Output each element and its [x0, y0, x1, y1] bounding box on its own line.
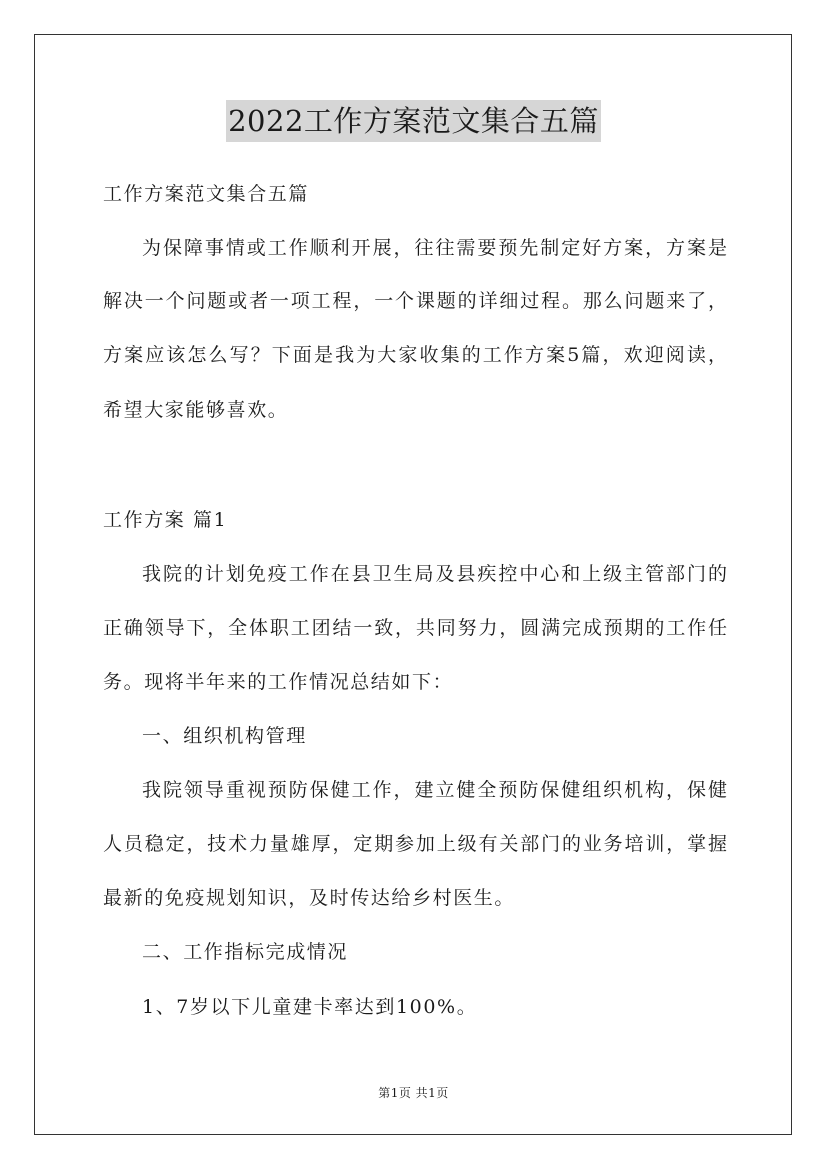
intro-line: 方案应该怎么写？下面是我为大家收集的工作方案5篇，欢迎阅读， — [103, 344, 727, 366]
body-line: 最新的免疫规划知识，及时传达给乡村医生。 — [103, 887, 516, 909]
intro-line: 为保障事情或工作顺利开展，往往需要预先制定好方案，方案是 — [142, 237, 727, 259]
subheading: 一、组织机构管理 — [142, 725, 307, 747]
intro-line: 希望大家能够喜欢。 — [103, 399, 289, 421]
intro-line: 解决一个问题或者一项工程，一个课题的详细过程。那么问题来了， — [103, 290, 727, 312]
document-title: 2022工作方案范文集合五篇 — [226, 100, 601, 142]
document-subtitle: 工作方案范文集合五篇 — [103, 183, 310, 205]
page-footer: 第1页 共1页 — [378, 1086, 449, 1100]
body-line: 我院的计划免疫工作在县卫生局及县疾控中心和上级主管部门的 — [142, 563, 727, 585]
subheading: 二、工作指标完成情况 — [142, 941, 349, 963]
body-line: 务。现将半年来的工作情况总结如下： — [103, 671, 454, 693]
title-container — [0, 100, 827, 142]
list-item: 1、7岁以下儿童建卡率达到100%。 — [142, 996, 478, 1018]
section-heading: 工作方案 篇1 — [103, 509, 228, 531]
body-line: 人员稳定，技术力量雄厚，定期参加上级有关部门的业务培训，掌握 — [103, 833, 727, 855]
body-line: 正确领导下，全体职工团结一致，共同努力，圆满完成预期的工作任 — [103, 617, 727, 639]
body-line: 我院领导重视预防保健工作，建立健全预防保健组织机构，保健 — [142, 779, 727, 801]
